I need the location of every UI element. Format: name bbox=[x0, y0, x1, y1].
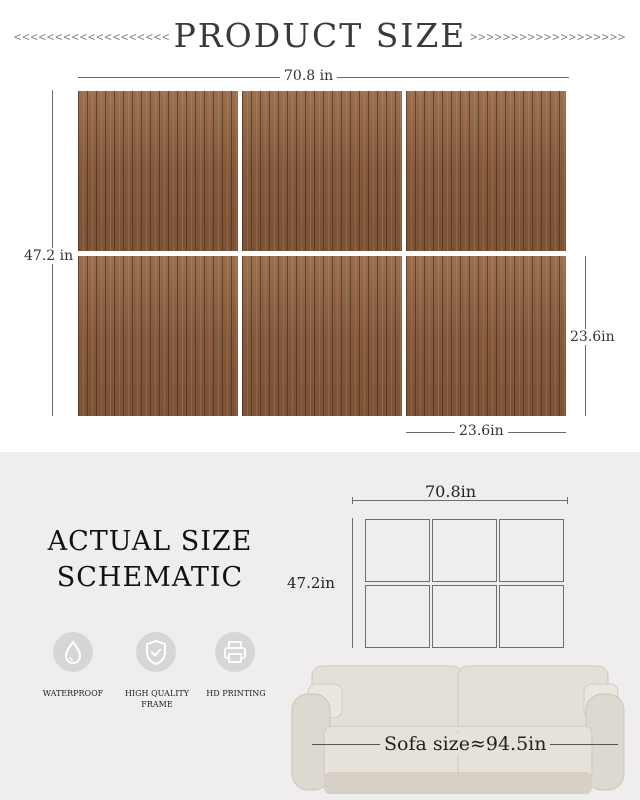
schematic-cell bbox=[432, 519, 497, 582]
waterproof-label: WATERPROOF bbox=[42, 689, 104, 698]
total-width-label: 70.8 in bbox=[280, 68, 337, 84]
quality-frame-label: HIGH QUALITY FRAME bbox=[125, 689, 189, 709]
right-chevron-decoration: >>>>>>>>>>>>>>>>>>> bbox=[470, 30, 627, 44]
schematic-width-label: 70.8in bbox=[425, 482, 477, 501]
wood-panel bbox=[406, 91, 566, 251]
schematic-cell bbox=[432, 585, 497, 648]
waterproof-icon bbox=[53, 632, 93, 672]
schematic-heading-line2: SCHEMATIC bbox=[56, 562, 244, 593]
panel-height-label: 23.6in bbox=[566, 329, 619, 345]
wood-panel bbox=[242, 91, 402, 251]
schematic-width-tick-right bbox=[567, 497, 568, 504]
schematic-height-label: 47.2in bbox=[287, 574, 335, 592]
schematic-heading-line1: ACTUAL SIZE bbox=[47, 526, 253, 557]
panel-width-label: 23.6in bbox=[455, 423, 508, 439]
sofa-illustration bbox=[288, 660, 628, 800]
schematic-cell bbox=[365, 585, 430, 648]
page-title: PRODUCT SIZE bbox=[173, 16, 467, 55]
schematic-cell bbox=[499, 519, 564, 582]
sofa-size-label: Sofa size≈94.5in bbox=[380, 733, 550, 755]
schematic-cell bbox=[365, 519, 430, 582]
left-chevron-decoration: <<<<<<<<<<<<<<<<<<< bbox=[14, 30, 171, 44]
shield-check-icon bbox=[136, 632, 176, 672]
wood-panel bbox=[78, 256, 238, 416]
wood-panel bbox=[242, 256, 402, 416]
wood-panel bbox=[406, 256, 566, 416]
total-height-label: 47.2 in bbox=[20, 248, 77, 264]
hd-printing-label: HD PRINTING bbox=[206, 689, 266, 698]
quality-frame-badge bbox=[136, 632, 176, 672]
schematic-cell bbox=[499, 585, 564, 648]
waterproof-badge bbox=[53, 632, 93, 672]
printer-icon bbox=[215, 632, 255, 672]
schematic-height-line bbox=[352, 518, 353, 648]
wood-panel bbox=[78, 91, 238, 251]
hd-printing-badge bbox=[215, 632, 255, 672]
